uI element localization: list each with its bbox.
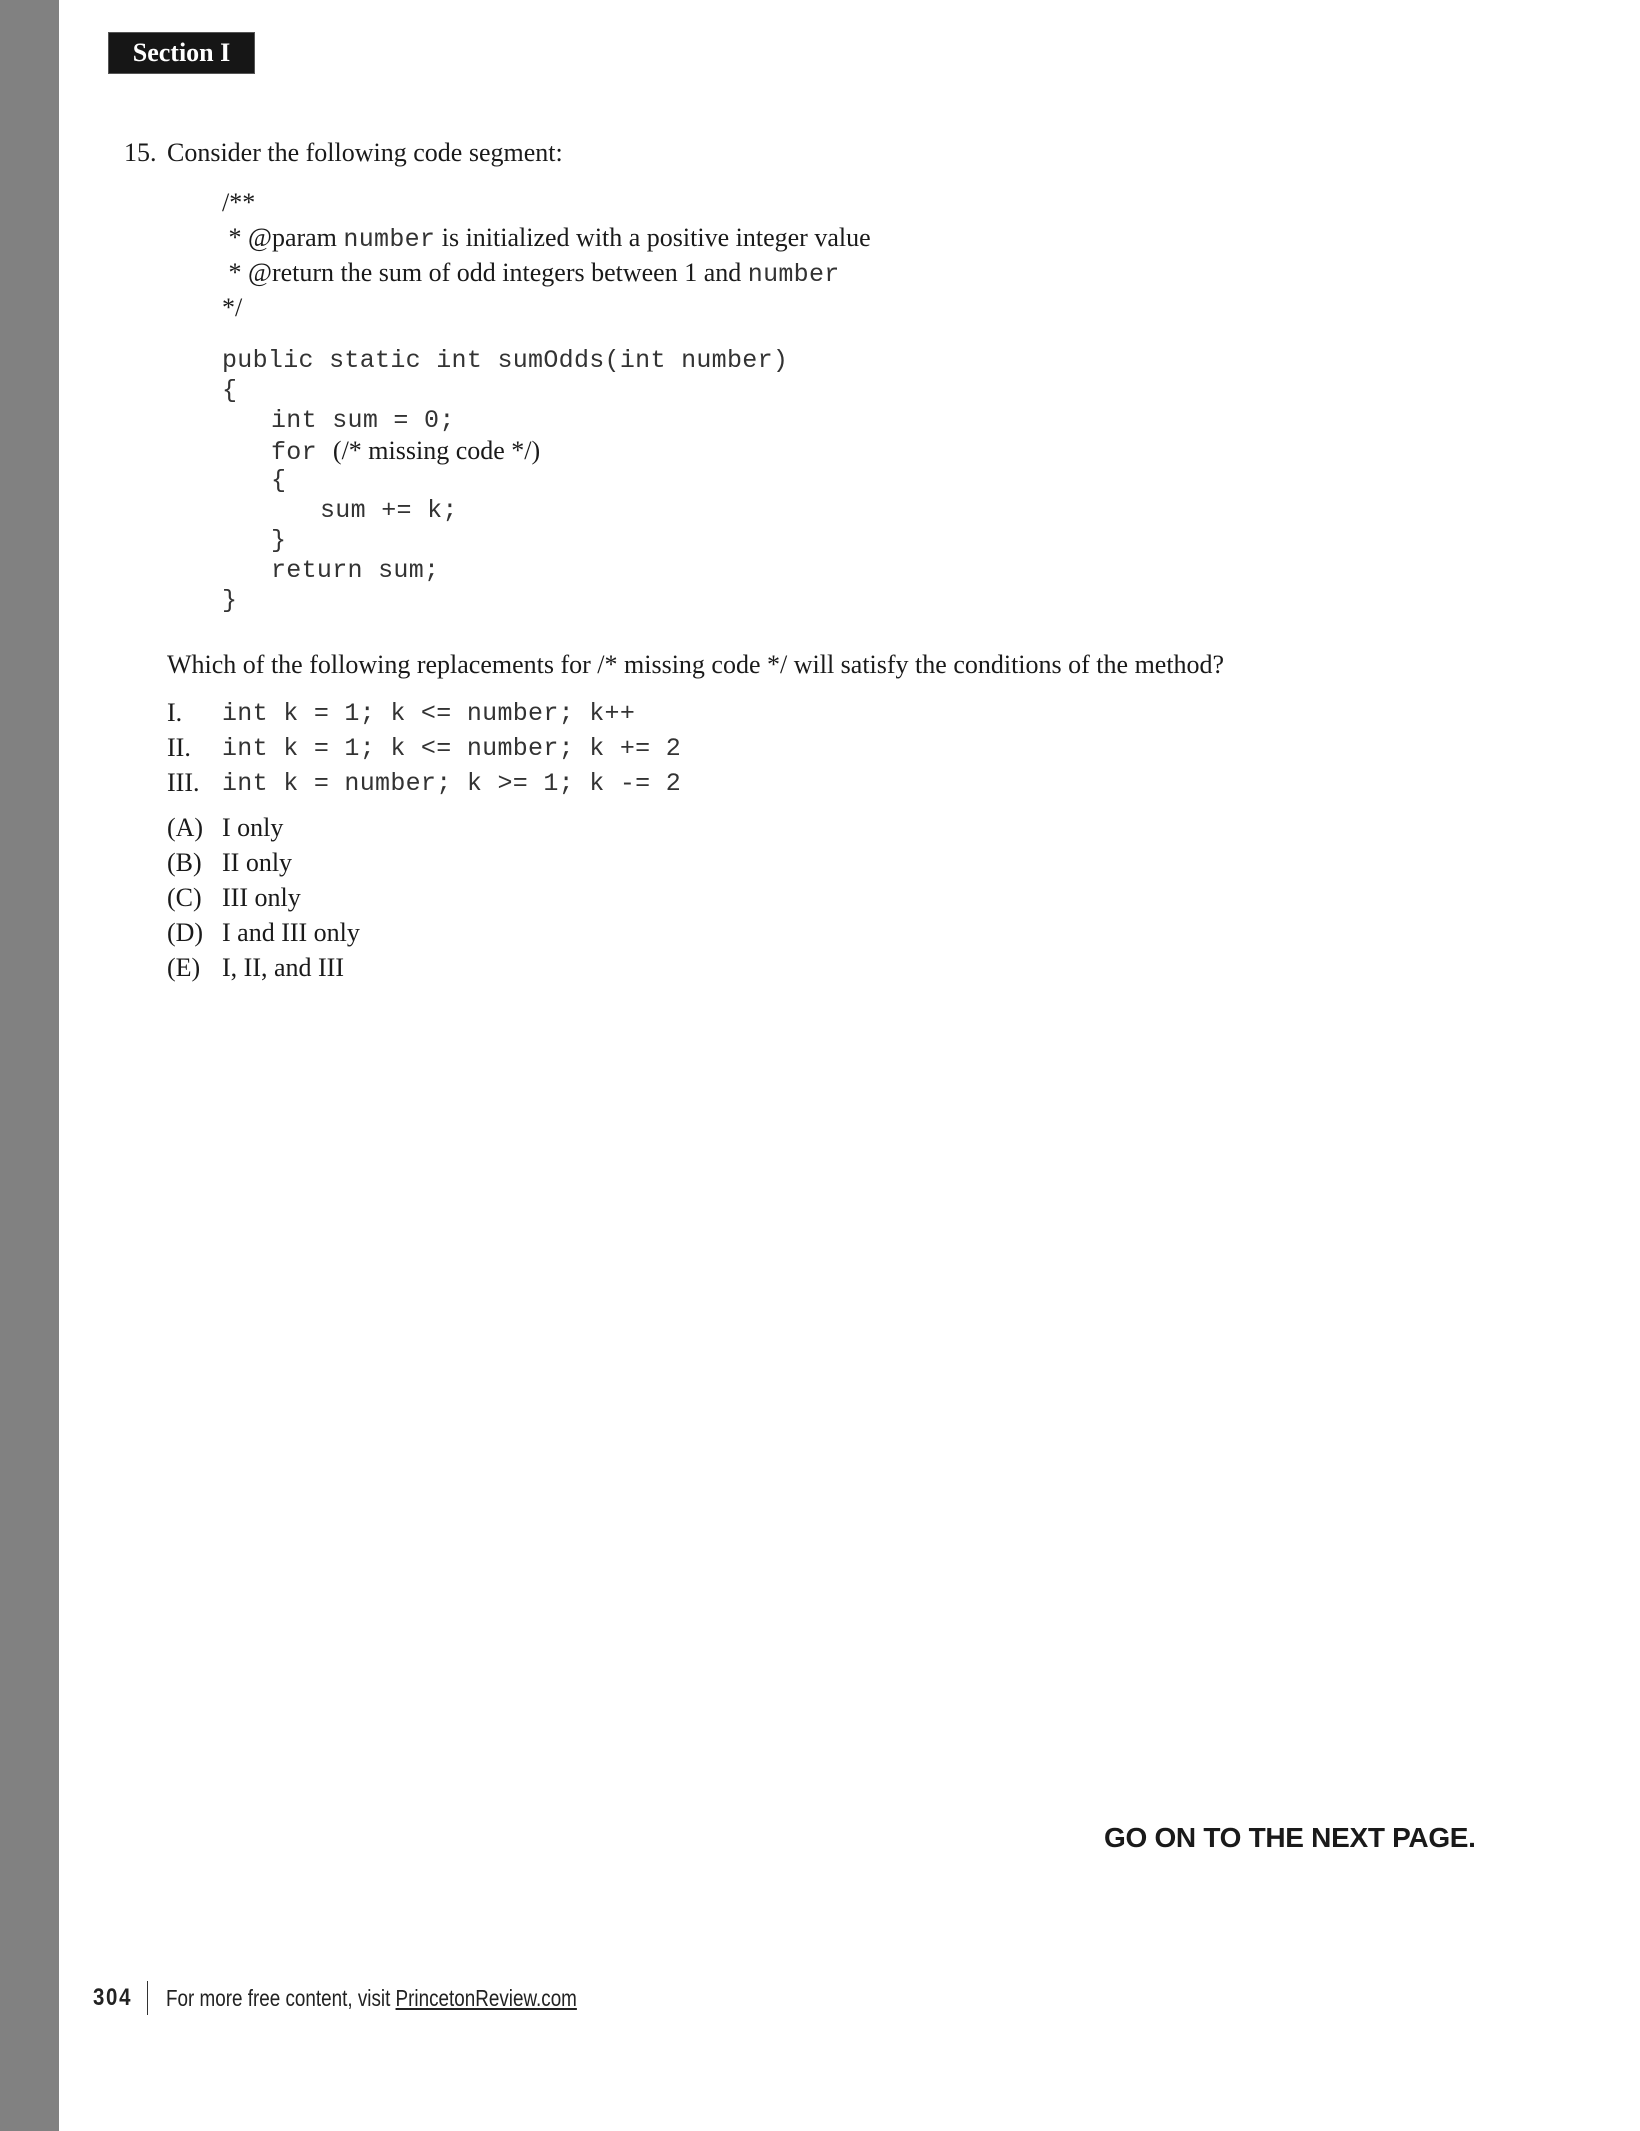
doc-comment-return <box>222 260 840 287</box>
param-suffix: is initialized with a positive integer value <box>435 223 871 252</box>
question-prompt: Which of the following replacements for /* missing code */ will satisfy the conditions of the method? <box>167 650 1225 679</box>
footer-divider <box>147 1981 148 2015</box>
code-loop-body: sum += k; <box>320 496 458 525</box>
code-for-line <box>271 438 540 465</box>
page-number: 304 <box>93 1984 133 2011</box>
return-prefix: * @return the sum of odd integers between 1 and <box>222 258 748 287</box>
footer-text <box>166 1985 577 2012</box>
for-keyword: for <box>271 438 317 467</box>
answer-letter-c: (C) <box>167 883 202 912</box>
option-code-i: int k = 1; k <= number; k++ <box>222 699 636 728</box>
footer-link[interactable]: PrincetonReview.com <box>395 1984 577 2011</box>
code-sum-init: int sum = 0; <box>271 406 455 435</box>
page-edge-bar <box>0 0 59 2131</box>
section-label-text: Section I <box>132 38 231 67</box>
code-close-brace: } <box>222 586 238 615</box>
doc-comment-open: /** <box>222 188 256 217</box>
option-code-ii: int k = 1; k <= number; k += 2 <box>222 734 682 763</box>
answer-text-b: II only <box>222 848 293 877</box>
code-for-open-brace: { <box>271 466 287 495</box>
go-on-notice: GO ON TO THE NEXT PAGE. <box>1104 1822 1476 1853</box>
answer-letter-b: (B) <box>167 848 202 877</box>
option-label-iii: III. <box>167 768 200 797</box>
doc-comment-close: */ <box>222 293 243 322</box>
code-open-brace: { <box>222 376 238 405</box>
code-return: return sum; <box>271 556 440 585</box>
answer-text-c: III only <box>222 883 301 912</box>
answer-letter-e: (E) <box>167 953 201 982</box>
param-prefix: * @param <box>222 223 344 252</box>
section-label <box>108 32 255 74</box>
option-label-i: I. <box>167 698 183 727</box>
answer-text-d: I and III only <box>222 918 360 947</box>
doc-comment-param <box>222 225 871 252</box>
answer-text-e: I, II, and III <box>222 953 344 982</box>
code-signature: public static int sumOdds(int number) <box>222 346 789 375</box>
return-code: number <box>747 260 840 289</box>
question-stem: Consider the following code segment: <box>167 138 563 167</box>
answer-letter-d: (D) <box>167 918 204 947</box>
code-for-close-brace: } <box>271 526 287 555</box>
footer-prefix: For more free content, visit <box>166 1984 396 2011</box>
param-code: number <box>343 225 436 254</box>
option-code-iii: int k = number; k >= 1; k -= 2 <box>222 769 682 798</box>
question-number: 15. <box>124 138 157 167</box>
answer-text-a: I only <box>222 813 284 842</box>
page-footer <box>93 1978 667 2018</box>
answer-letter-a: (A) <box>167 813 204 842</box>
option-label-ii: II. <box>167 733 191 762</box>
missing-code-placeholder: (/* missing code */) <box>332 436 541 465</box>
